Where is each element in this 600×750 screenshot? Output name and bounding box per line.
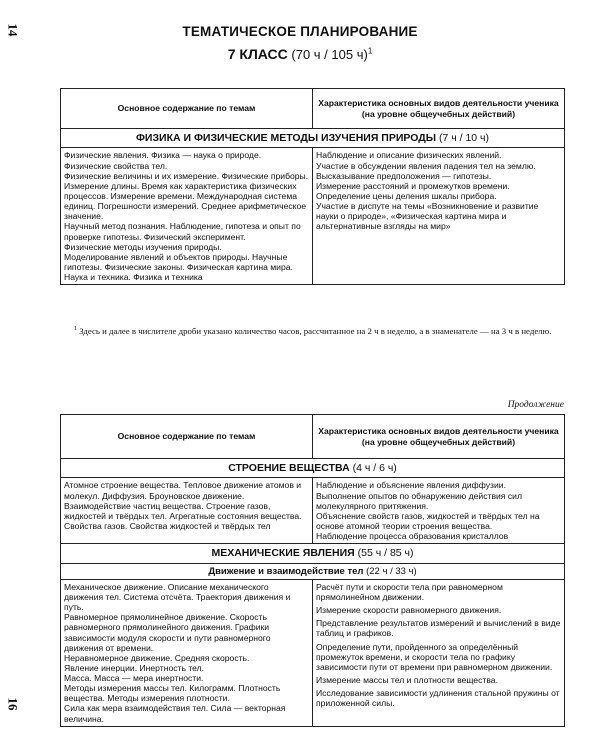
- activities-cell: [313, 478, 565, 544]
- list-item: Моделирование явлений и объектов природы. Научные гипотезы. Физические законы. Физическая картина мира.: [64, 251, 293, 272]
- page-subtitle: [0, 46, 600, 62]
- subsection-row: [61, 563, 565, 579]
- section-hours: (7 ч / 10 ч): [438, 132, 490, 144]
- section-hours: (4 ч / 6 ч): [352, 462, 397, 474]
- list-item: Выполнение опытов по обнаружению действия сил молекулярного притяжения.: [316, 490, 522, 511]
- grade-label: 7 КЛАСС: [227, 46, 288, 62]
- section-title: ФИЗИКА И ФИЗИЧЕСКИЕ МЕТОДЫ ИЗУЧЕНИЯ ПРИРОДЫ: [135, 132, 437, 144]
- column-header-activities: Характеристика основных видов деятельности ученика (на уровне общеучебных действий): [313, 89, 565, 129]
- page-title: ТЕМАТИЧЕСКОЕ ПЛАНИРОВАНИЕ: [182, 24, 418, 39]
- column-header-content: Основное содержание по темам: [61, 89, 313, 129]
- planning-table-1: [60, 88, 565, 285]
- table-row: [61, 579, 565, 726]
- list-item: Наблюдение и описание физических явлений.: [316, 150, 502, 161]
- list-item: Определение пути, пройденного за определённый промежуток времени, и скорости тела по графику зависимости пути от времени при равномерном движении.: [316, 641, 553, 672]
- content-cell: [61, 148, 313, 285]
- section-hours: (55 ч / 85 ч): [357, 547, 414, 560]
- footnote: [60, 325, 565, 338]
- content-cell: [61, 478, 313, 544]
- activities-cell: [313, 579, 565, 726]
- footnote-text: Здесь и далее в числителе дроби указано количество часов, рассчитанное на 2 ч в неделю, а в знаменателе — на 3 ч в неделю.: [79, 325, 552, 336]
- content-cell: [61, 579, 313, 726]
- list-item: Наука и техника. Физика и техника: [64, 272, 203, 283]
- list-item: Физические явления. Физика — наука о природе. Физические свойства тел.: [64, 150, 262, 171]
- list-item: Измерение расстояний и промежутков времени. Определение цены деления шкалы прибора.: [316, 180, 510, 201]
- section-title: СТРОЕНИЕ ВЕЩЕСТВА: [228, 462, 350, 474]
- list-item: Исследование зависимости удлинения стальной пружины от приложенной силы.: [316, 688, 560, 709]
- list-item: Методы измерения массы тел. Килограмм. Плотность вещества. Методы измерения плотности.: [64, 683, 281, 704]
- page-number-top: 14: [5, 23, 21, 37]
- list-item: Равномерное прямолинейное движение. Скорость равномерного прямолинейного движения. Графики зависимости модуля скорости и пути равномерного движения от времени.: [64, 612, 271, 653]
- list-item: Измерение массы тел и плотности вещества.: [316, 674, 498, 685]
- section-title: МЕХАНИЧЕСКИЕ ЯВЛЕНИЯ: [211, 547, 355, 560]
- footnote-mark: 1: [74, 326, 77, 332]
- list-item: Измерение скорости равномерного движения.: [316, 605, 502, 616]
- subsection-hours: (22 ч / 33 ч): [366, 565, 417, 577]
- section-row: [61, 129, 565, 148]
- list-item: Участие в обсуждении явления падения тел на землю. Высказывание предположения — гипотезы.: [316, 160, 536, 181]
- table-row: [61, 148, 565, 285]
- table-row: [61, 478, 565, 544]
- list-item: Участие в диспуте на темы «Возникновение и развитие науки о природе», «Физическая картина мира и альтернативные взгляды на мир»: [316, 201, 539, 232]
- list-item: Объяснение свойств газов, жидкостей и твёрдых тел на основе атомной теории строения вещества.: [316, 510, 540, 531]
- table-header-row: [61, 89, 565, 129]
- list-item: Масса. Масса — мера инертности.: [64, 673, 204, 684]
- section-heading: [61, 544, 565, 563]
- grade-hours: (70 ч / 105 ч): [291, 47, 368, 62]
- section-row: [61, 459, 565, 478]
- list-item: Сила как мера взаимодействия тел. Сила — векторная величина.: [64, 703, 286, 724]
- column-header-activities: Характеристика основных видов деятельности ученика (на уровне общеучебных действий): [313, 415, 565, 459]
- continuation-label: Продолжение: [507, 400, 564, 410]
- list-item: Расчёт пути и скорости тела при равномерном прямолинейном движении.: [316, 581, 503, 602]
- list-item: Физические величины и их измерение. Физические приборы.: [64, 170, 309, 181]
- list-item: Представление результатов измерений и вычислений в виде таблиц и графиков.: [316, 618, 561, 639]
- subsection-heading: [61, 563, 565, 579]
- activities-cell: [313, 148, 565, 285]
- section-heading: [61, 459, 565, 478]
- list-item: Механическое движение. Описание механического движения тел. Система отсчёта. Траектория движения и путь.: [64, 581, 291, 613]
- table-header-row: [61, 415, 565, 459]
- list-item: Научный метод познания. Наблюдение, гипотеза и опыт по проверке гипотезы. Физический эксперимент.: [64, 221, 301, 242]
- list-item: Измерение длины. Время как характеристика физических процессов. Измерение времени. Международная система единиц. Погрешности измерений. Среднее арифметическое значение.: [64, 180, 307, 222]
- column-header-content: Основное содержание по темам: [61, 415, 313, 459]
- section-heading: [61, 129, 565, 148]
- list-item: Наблюдение и объяснение явления диффузии.: [316, 480, 506, 491]
- footnote-ref: 1: [367, 46, 373, 56]
- planning-table-2: [60, 414, 565, 727]
- list-item: Явление инерции. Инертность тел.: [64, 662, 205, 673]
- section-row: [61, 544, 565, 563]
- subsection-title: Движение и взаимодействие тел: [208, 565, 364, 577]
- list-item: Атомное строение вещества. Тепловое движение атомов и молекул. Диффузия. Броуновское движение. Взаимодействие частиц вещества. Строение газов, жидкостей и твёрдых тел. Агрегатные состояния вещества. Свойства газов. Свойства жидкостей и твёрдых тел: [64, 480, 302, 531]
- list-item: Неравномерное движение. Средняя скорость.: [64, 652, 250, 663]
- page-number-bottom: 16: [5, 697, 21, 711]
- list-item: Наблюдение процесса образования кристаллов: [316, 531, 509, 542]
- list-item: Физические методы изучения природы.: [64, 241, 222, 252]
